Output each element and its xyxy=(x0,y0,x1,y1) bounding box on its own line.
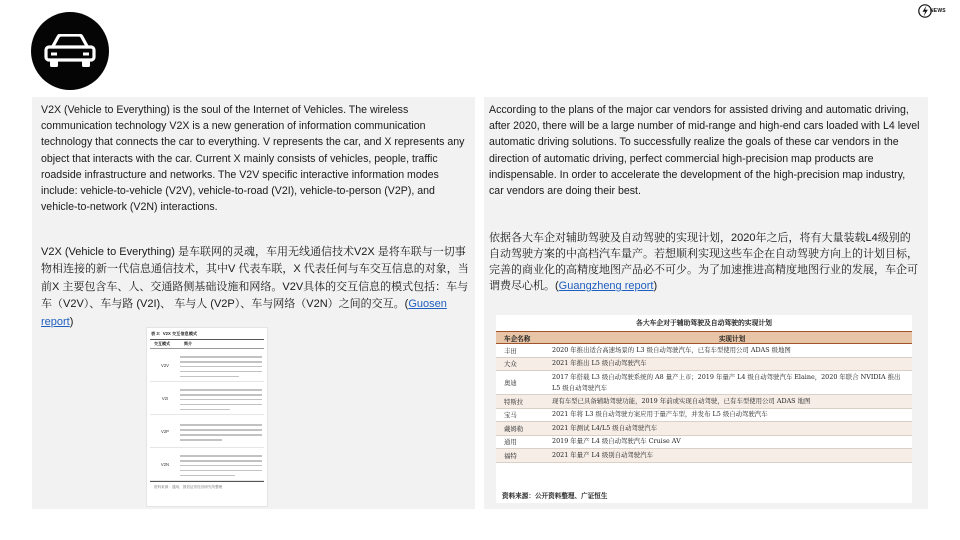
mini-table-row xyxy=(150,382,264,415)
table-row xyxy=(496,358,912,372)
vendor-plan-cell: 现有车型已具备辅助驾驶功能，2019 年前或实现自动驾驶，已有车型使用公司 ADAS 地图 xyxy=(552,396,811,405)
table-row xyxy=(496,436,912,450)
vendor-company-cell: 丰田 xyxy=(504,346,517,355)
vendor-table-header-plan: 实现计划 xyxy=(718,334,746,343)
vendor-company-cell: 奥迪 xyxy=(504,379,517,387)
vendor-plan-cell: 2021 年量产 L4 级别自动驾驶汽车 xyxy=(552,450,653,459)
vendor-table-body xyxy=(496,344,912,463)
mini-table-row xyxy=(150,349,264,382)
hd-map-english-paragraph: According to the plans of the major car vendors for assisted driving and automatic driving, after 2020, there will be a large number of mid-range and high-end cars loaded with L4 level automatic driving solutions. To successfully realize the goals of these car vendors in the direction of automatic driving, perfect commercial high-precision map products are indispensable. In order to accelerate the development of the high-precision map industry, car vendors are doing their best. xyxy=(489,104,920,198)
mini-table-title: 表 3：V2X 交互信息模式 xyxy=(151,331,198,336)
right-content-panel xyxy=(484,97,928,509)
v2x-chinese-close: ) xyxy=(69,315,74,328)
vendor-table-footer: 资料来源：公开资料整理、广证恒生 xyxy=(502,492,608,500)
guosen-report-link[interactable]: Guosen report xyxy=(41,298,447,328)
v2x-english-paragraph: V2X (Vehicle to Everything) is the soul of the Internet of Vehicles. The wireless communication technology V2X is a new generation of information communication technology that connects the car to everything. V represents the car, and X represents any object that interacts with the car. Current X mainly consists of vehicles, people, traffic roadside infrastructure and networks. The V2V specific interactive information modes include: vehicle-to-vehicle (V2V), vehicle-to-road (V2I), vehicle-to-person (V2P), and vehicle-to-network (V2N) interactions. xyxy=(41,104,465,214)
vendor-plan-cell: 2021 年推出 L5 级自动驾驶汽车 xyxy=(552,359,647,368)
car-logo-badge xyxy=(31,12,109,90)
hd-map-chinese-text: 依据各大车企对辅助驾驶及自动驾驶的实现计划，2020年之后，将有大量装载L4级别的自动驾驶方案的中高档汽车量产。若想顺利实现这些车企在自动驾驶方向上的计划目标，完善的商业化的高精度地图产品必不可少。为了加速推进高精度地图行业的发展，车企可谓费尽心机。( xyxy=(489,232,918,292)
mini-table-mode: V2P xyxy=(161,428,169,434)
v2x-chinese-text: V2X (Vehicle to Everything) 是车联网的灵魂，车用无线通信技术V2X 是将车联与一切事物相连接的新一代信息通信技术，其中V 代表车联，X 代表任何与车交互信息的对象，当前X 主要包含车、人、交通路侧基础设施和网络。V2V具体的交互信息的模式包括：车与车（V2V）、车与路 (V2I)、 车与人 (V2P）、车与网络（V2N）之间的交互。( xyxy=(41,246,469,311)
guangzheng-report-link[interactable]: Guangzheng report xyxy=(558,280,654,292)
vendor-table-header xyxy=(496,331,912,344)
vendor-plan-cell: 2020 年推出适合高速场景的 L3 级自动驾驶汽车，已有车型使用公司 ADAS 级地图 xyxy=(552,345,791,354)
mini-table-footer: 资料来源：通用、国信证券经济研究所整理 xyxy=(150,481,264,493)
news-logo xyxy=(918,3,956,19)
news-logo-text: NEWS xyxy=(930,8,946,14)
vendor-company-cell: 宝马 xyxy=(504,411,517,420)
vendor-plan-cell: 2017 年搭载 L3 级自动驾驶系统的 A8 量产上市；2019 年量产 L4 级自动驾驶汽车 Elaine，2020 年联合 NVIDIA 推出 L5 级自动驾驶汽车 xyxy=(552,372,901,392)
mini-table-header-desc: 简介 xyxy=(184,341,192,346)
vendor-plan-cell: 2021 年测试 L4/L5 级自动驾驶汽车 xyxy=(552,423,658,432)
v2x-mode-table-image xyxy=(146,327,268,507)
left-content-panel xyxy=(32,97,475,509)
vendor-company-cell: 通用 xyxy=(504,438,517,447)
vendor-table-header-company: 车企名称 xyxy=(504,334,531,343)
hd-map-chinese-close: ) xyxy=(653,280,658,292)
vendor-company-cell: 福特 xyxy=(504,451,517,460)
v2x-chinese-paragraph xyxy=(41,244,469,331)
vendor-company-cell: 大众 xyxy=(504,360,517,369)
mini-table-header xyxy=(150,339,264,349)
vendor-company-cell: 特斯拉 xyxy=(504,397,524,406)
hd-map-chinese-paragraph xyxy=(489,230,921,294)
table-row xyxy=(496,409,912,423)
vendor-company-cell: 戴姆勒 xyxy=(504,424,524,433)
table-row xyxy=(496,344,912,358)
table-row xyxy=(496,395,912,409)
car-icon xyxy=(44,34,96,68)
mini-table-mode: V2N xyxy=(160,461,170,467)
table-row xyxy=(496,449,912,463)
table-row xyxy=(496,422,912,436)
mini-table-mode: V2V xyxy=(161,362,169,368)
vendor-plan-cell: 2019 年量产 L4 级自动驾驶汽车 Cruise AV xyxy=(552,437,681,446)
mini-table-header-mode: 交互模式 xyxy=(154,341,170,346)
mini-table-row xyxy=(150,448,264,481)
car-vendor-plan-table-image xyxy=(496,315,912,503)
table-row xyxy=(496,371,912,395)
mini-table-row xyxy=(150,415,264,448)
mini-table-mode: V2I xyxy=(161,395,169,401)
vendor-plan-cell: 2021 年将 L3 级自动驾驶方案应用于量产车型，并发布 L5 级自动驾驶汽车 xyxy=(552,410,768,419)
vendor-table-title: 各大车企对于辅助驾驶及自动驾驶的实现计划 xyxy=(636,319,772,327)
